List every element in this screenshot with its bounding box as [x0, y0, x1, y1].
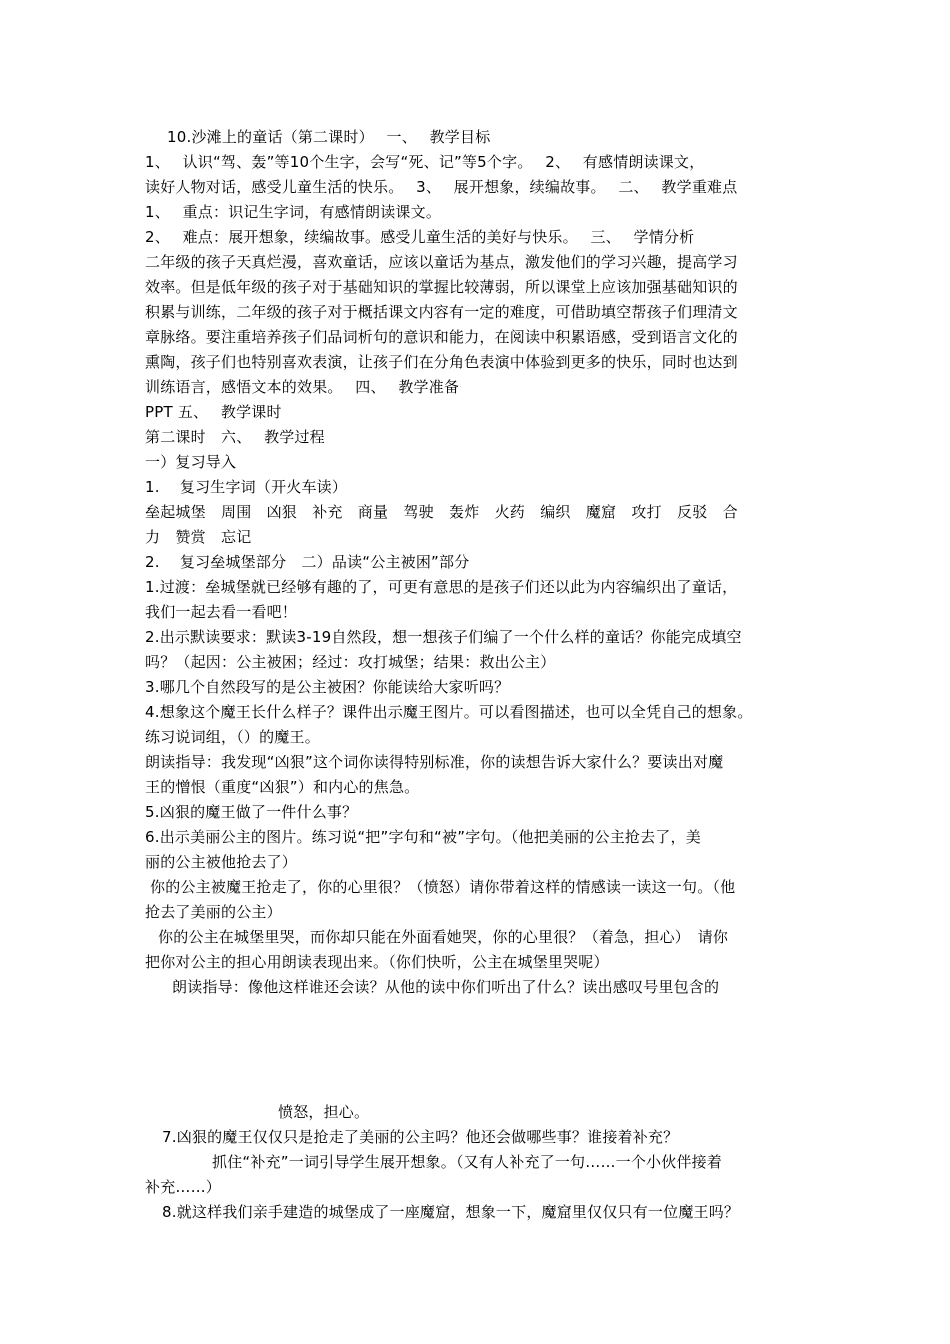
doc-line: 积累与训练，二年级的孩子对于概括课文内容有一定的难度，可借助填空帮孩子们理清文 — [145, 303, 738, 321]
doc-line: 2、 难点：展开想象，续编故事。感受儿童生活的美好与快乐。 三、 学情分析 — [145, 228, 695, 246]
doc-line: 7.凶狠的魔王仅仅只是抢走了美丽的公主吗？他还会做哪些事？谁接着补充？ — [162, 1128, 679, 1146]
doc-line: 吗？（起因：公主被困；经过：攻打城堡；结果：救出公主） — [145, 653, 556, 671]
doc-line: 垒起城堡 周围 凶狠 补充 商量 驾驶 轰炸 火药 编织 魔窟 攻打 反驳 合 — [145, 503, 738, 521]
doc-line: 章脉络。要注重培养孩子们品词析句的意识和能力，在阅读中积累语感，受到语言文化的 — [145, 328, 738, 346]
doc-line: 丽的公主被他抢去了） — [145, 853, 298, 871]
doc-line: 朗读指导：我发现“凶狠”这个词你读得特别标准，你的读想告诉大家什么？要读出对魔 — [145, 753, 724, 771]
doc-line: 2.出示默读要求：默读3-19自然段，想一想孩子们编了一个什么样的童话？你能完成填空 — [145, 628, 742, 646]
doc-line: 1.过渡：垒城堡就已经够有趣的了，可更有意思的是孩子们还以此为内容编织出了童话， — [145, 578, 738, 596]
doc-line: 朗读指导：像他这样谁还会读？从他的读中你们听出了什么？读出感叹号里包含的 — [172, 978, 720, 996]
doc-line: 训练语言，感悟文本的效果。 四、 教学准备 — [145, 378, 460, 396]
doc-line: 1、 重点：识记生字词，有感情朗读课文。 — [145, 203, 442, 221]
doc-line: 王的憎恨（重度“凶狠”）和内心的焦急。 — [145, 778, 420, 796]
doc-line: 你的公主被魔王抢走了，你的心里很？（愤怒）请你带着这样的情感读一读这一句。（他 — [150, 878, 736, 896]
doc-line: 第二课时 六、 教学过程 — [145, 428, 325, 446]
doc-line: 熏陶，孩子们也特别喜欢表演，让孩子们在分角色表演中体验到更多的快乐，同时也达到 — [145, 353, 738, 371]
doc-line: 2. 复习垒城堡部分 二）品读“公主被困”部分 — [145, 553, 470, 571]
doc-line: 补充……） — [145, 1178, 222, 1196]
doc-line: 二年级的孩子天真烂漫，喜欢童话，应该以童话为基点，激发他们的学习兴趣，提高学习 — [145, 253, 738, 271]
doc-line: 1. 复习生字词（开火车读） — [145, 478, 348, 496]
doc-line: 效率。但是低年级的孩子对于基础知识的掌握比较薄弱，所以课堂上应该加强基础知识的 — [145, 278, 738, 296]
doc-line: 4.想象这个魔王长什么样子？课件出示魔王图片。可以看图描述，也可以全凭自己的想象。 — [145, 703, 753, 721]
doc-line: PPT 五、 教学课时 — [145, 403, 282, 421]
doc-line: 一）复习导入 — [145, 453, 237, 471]
doc-line: 5.凶狠的魔王做了一件什么事？ — [145, 803, 358, 821]
doc-line: 读好人物对话，感受儿童生活的快乐。 3、 展开想象，续编故事。 二、 教学重难点 — [145, 178, 738, 196]
doc-line: 愤怒，担心。 — [278, 1103, 370, 1121]
doc-line: 抢去了美丽的公主） — [145, 903, 282, 921]
doc-line: 10.沙滩上的童话（第二课时） 一、 教学目标 — [167, 128, 491, 146]
doc-line: 8.就这样我们亲手建造的城堡成了一座魔窟，想象一下，魔窟里仅仅只有一位魔王吗？ — [162, 1203, 740, 1221]
doc-line: 力 赞赏 忘记 — [145, 528, 252, 546]
doc-line: 你的公主在城堡里哭，而你却只能在外面看她哭，你的心里很？（着急，担心） 请你 — [158, 928, 729, 946]
doc-line: 我们一起去看一看吧！ — [145, 603, 298, 621]
doc-line: 把你对公主的担心用朗读表现出来。（你们快听，公主在城堡里哭呢） — [145, 953, 609, 971]
doc-line: 练习说词组，（）的魔王。 — [145, 728, 320, 746]
doc-line: 1、 认识“驾、轰”等10个生字，会写“死、记”等5个字。 2、 有感情朗读课文， — [145, 153, 705, 171]
doc-line: 抓住“补充”一词引导学生展开想象。（又有人补充了一句……一个小伙伴接着 — [212, 1153, 723, 1171]
doc-line: 6.出示美丽公主的图片。练习说“把”字句和“被”字句。（他把美丽的公主抢去了，美 — [145, 828, 701, 846]
doc-line: 3.哪几个自然段写的是公主被困？你能读给大家听吗？ — [145, 678, 510, 696]
